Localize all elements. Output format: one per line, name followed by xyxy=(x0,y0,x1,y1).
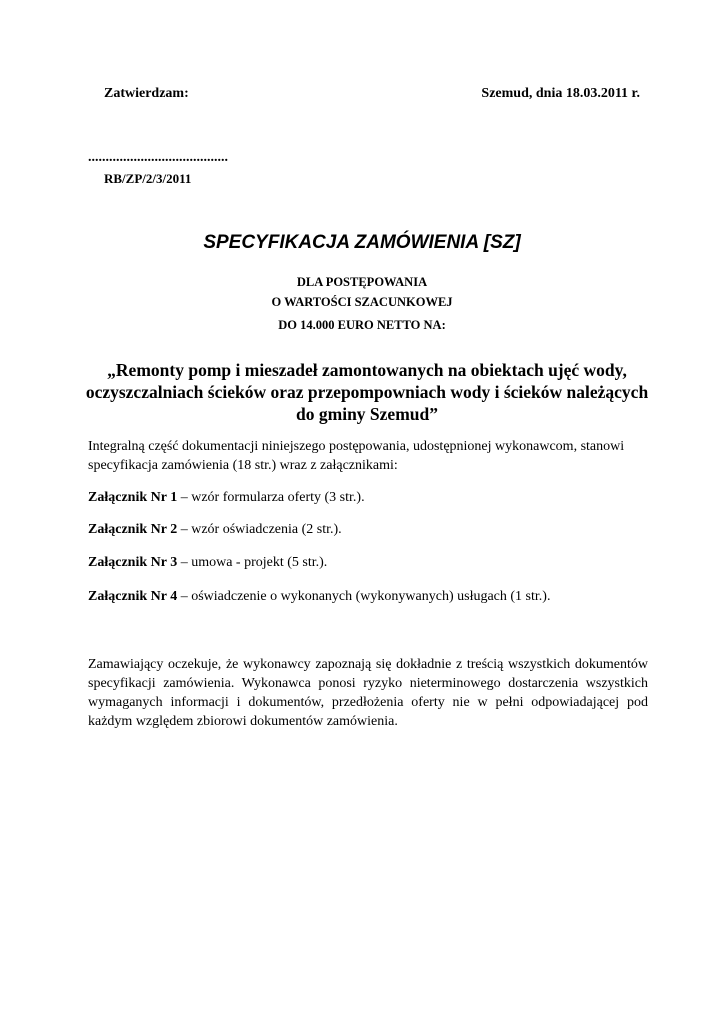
order-subject xyxy=(80,359,654,425)
attachment-item xyxy=(88,520,648,539)
attachment-description: – umowa - projekt (5 str.). xyxy=(177,555,328,570)
intro-line-1: Integralną część dokumentacji niniejszego postępowania, udostępnionej wykonawcom, stanowi xyxy=(88,439,625,454)
attachment-item xyxy=(88,553,648,572)
subtitle-line-1: DLA POSTĘPOWANIA xyxy=(296,275,428,289)
attachment-label: Załącznik Nr 1 xyxy=(88,490,178,505)
subject-line-2: oczyszczalniach ścieków oraz przepompowniach wody i ścieków należących xyxy=(85,382,649,402)
place-and-date: Szemud, dnia 18.03.2011 r. xyxy=(481,86,640,101)
reference-number: RB/ZP/2/3/2011 xyxy=(104,171,192,186)
attachment-label: Załącznik Nr 4 xyxy=(88,589,178,604)
subtitle-line-2: O WARTOŚCI SZACUNKOWEJ xyxy=(271,295,453,309)
document-title: SPECYFIKACJA ZAMÓWIENIA [SZ] xyxy=(203,232,521,253)
intro-paragraph xyxy=(88,437,648,475)
attachment-label: Załącznik Nr 2 xyxy=(88,522,178,537)
signature-line: ........................................ xyxy=(88,150,228,165)
attachment-item xyxy=(88,587,648,606)
approval-label: Zatwierdzam: xyxy=(104,86,189,101)
intro-line-2: specyfikacja zamówienia (18 str.) wraz z załącznikami: xyxy=(88,458,398,473)
subject-line-1: „Remonty pomp i mieszadeł zamontowanych na obiektach ujęć wody, xyxy=(107,360,627,380)
attachment-label: Załącznik Nr 3 xyxy=(88,555,178,570)
closing-paragraph: Zamawiający oczekuje, że wykonawcy zapoznają się dokładnie z treścią wszystkich dokumentów specyfikacji zamówienia. Wykonawca ponosi ryzyko nieterminowego dostarczenia wszystkich wymaganych informacji i dokumentów, przedłożenia oferty nie w pełni odpowiadającej pod każdym względem zbiorowi dokumentów zamówienia. xyxy=(88,657,648,729)
subtitle-line-3: DO 14.000 EURO NETTO NA: xyxy=(278,318,446,332)
attachment-description: – wzór oświadczenia (2 str.). xyxy=(177,522,342,537)
subject-line-3: do gminy Szemud” xyxy=(296,404,438,424)
attachment-description: – wzór formularza oferty (3 str.). xyxy=(177,490,365,505)
attachment-item xyxy=(88,488,648,507)
attachment-description: – oświadczenie o wykonanych (wykonywanych) usługach (1 str.). xyxy=(177,589,551,604)
